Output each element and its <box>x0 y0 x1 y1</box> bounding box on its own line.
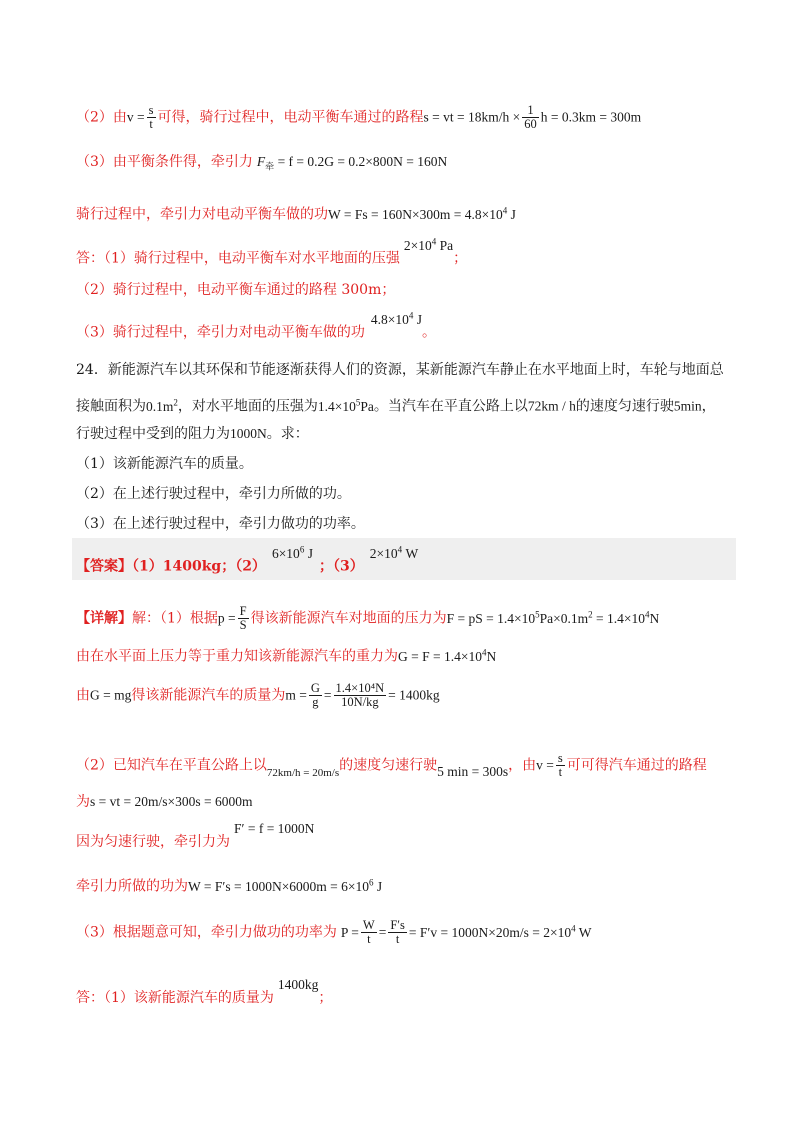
fraction <box>556 752 565 779</box>
denominator: t <box>149 117 153 131</box>
question-24-part-3 <box>76 514 365 534</box>
exponent: 4 <box>644 609 650 619</box>
text: 的速度匀速行驶 <box>575 398 674 415</box>
formula: h = 0.3km = 300m <box>540 109 642 125</box>
fraction <box>361 919 377 946</box>
exponent: 5 <box>535 609 540 619</box>
detail-line-1 <box>76 604 659 632</box>
numerator: F′s <box>390 918 405 932</box>
formula <box>370 546 419 561</box>
unit: J <box>507 206 516 222</box>
question-24-line-3 <box>76 424 309 444</box>
text: 答：（1）该新能源汽车的质量为 <box>76 990 274 1006</box>
answer-tag: 【答案】 <box>76 558 132 575</box>
text: 由 <box>76 687 90 704</box>
detail-line-6 <box>76 821 315 852</box>
text: ，对水平地面的压强为 <box>177 398 318 415</box>
exponent: 4 <box>397 544 403 554</box>
text: 得该新能源汽车对地面的压力为 <box>250 610 447 627</box>
formula-body: = 1.4×10 <box>592 610 645 626</box>
formula-body: F = pS = 1.4×10 <box>446 610 536 626</box>
solution-line-3 <box>76 152 447 177</box>
value: 0.1m <box>146 398 174 414</box>
formula-body: G = F = 1.4×10 <box>398 648 482 664</box>
formula-body: Pa×0.1m <box>539 610 589 626</box>
formula: p = <box>217 610 236 626</box>
question-24-line-1 <box>76 360 724 380</box>
numerator: s <box>148 103 154 117</box>
fraction <box>309 682 322 709</box>
detail-tag: 【详解】 <box>76 610 132 627</box>
text: 可可得汽车通过的路程 <box>566 757 707 774</box>
exponent: 4 <box>431 236 437 246</box>
subscript: 牵 <box>265 161 275 172</box>
formula-body: W = F′s = 1000N×6000m = 6×10 <box>188 878 370 894</box>
formula <box>371 312 422 327</box>
formula <box>272 546 313 561</box>
denominator: 60 <box>524 117 537 131</box>
formula: 1400kg <box>277 977 319 992</box>
formula-body: W = Fs = 160N×300m = 4.8×10 <box>328 206 503 222</box>
solution-line-4 <box>76 200 516 225</box>
answer-line-3 <box>76 310 437 343</box>
text: （3）骑行过程中，牵引力对电动平衡车做的功 <box>76 324 365 341</box>
text: （3）在上述行驶过程中，牵引力做功的功率。 <box>76 516 365 532</box>
symbol: F <box>256 154 266 169</box>
fraction <box>238 605 249 632</box>
formula: v = <box>536 757 554 773</box>
formula: 5min <box>673 398 702 414</box>
text: 得该新能源汽车的质量为 <box>131 687 286 704</box>
exponent: 6 <box>299 544 305 554</box>
denominator: t <box>367 932 371 946</box>
unit: W <box>575 924 592 940</box>
formula-rest: = f = 0.2G = 0.2×800N = 160N <box>274 154 448 169</box>
question-24-line-2 <box>76 392 716 417</box>
denominator: t <box>395 932 400 946</box>
fraction <box>334 682 387 709</box>
answer-line-2 <box>76 280 395 300</box>
detail-line-3: 由G = mg得该新能源汽车的质量为m = $\frac{G}{g}$ = $\frac{\text{1.4×10⁴N}}{10N/kg}$ = 1400kg <box>76 681 440 709</box>
formula-body: = F′v = 1000N×20m/s = 2×10 <box>408 924 572 940</box>
formula <box>256 154 448 172</box>
fraction <box>147 104 156 131</box>
formula: s = vt = 20m/s×300s = 6000m <box>90 794 253 809</box>
text: 接触面积为 <box>76 398 146 415</box>
text: 由在水平面上压力等于重力知该新能源汽车的重力为 <box>76 648 398 665</box>
punct: ； <box>318 990 333 1006</box>
formula <box>447 611 660 626</box>
numerator: 1 <box>522 104 539 118</box>
value: 6×10 <box>271 545 300 561</box>
exponent: 4 <box>502 205 508 215</box>
text: 牵引力所做的功为 <box>76 878 188 895</box>
formula <box>398 649 496 664</box>
denominator: S <box>239 618 247 632</box>
formula: = 1400kg <box>388 687 440 703</box>
formula: G = mg <box>90 687 132 703</box>
formula <box>328 207 516 222</box>
detail-line-2 <box>76 642 496 667</box>
solution-line-2 <box>76 104 641 131</box>
text: （3）由平衡条件得，牵引力 <box>76 154 253 170</box>
text: 。当汽车在平直公路上以 <box>373 398 528 415</box>
value: 1.4×10 <box>317 398 356 414</box>
detail-line-5 <box>76 792 252 812</box>
value: 2×10 <box>369 545 398 561</box>
formula <box>318 399 374 414</box>
text: 可得，骑行过程中，电动平衡车通过的路程 <box>157 109 424 126</box>
exponent: 4 <box>481 647 487 657</box>
exponent: 2 <box>588 609 593 619</box>
unit: N <box>486 648 497 664</box>
value: 4.8×10 <box>370 311 409 327</box>
text: 行驶过程中受到的阻力为 <box>76 426 230 442</box>
denominator: g <box>312 695 319 709</box>
numerator: 1.4×10⁴N <box>335 681 385 695</box>
formula <box>146 399 178 414</box>
unit: J <box>373 878 383 894</box>
unit: Pa <box>436 237 454 253</box>
question-24-part-2 <box>76 484 351 504</box>
value: 2×10 <box>403 237 432 253</box>
numerator: s <box>557 751 563 765</box>
unit: J <box>304 545 313 561</box>
formula: P = <box>340 924 359 940</box>
formula: s = vt = 18km/h × <box>423 109 521 125</box>
detail-line-7 <box>76 872 382 897</box>
text: （2）已知汽车在平直公路上以 <box>76 757 267 774</box>
unit: J <box>413 311 423 327</box>
detail-line-4 <box>76 752 707 779</box>
text: 的速度匀速行驶 <box>339 757 438 774</box>
text: 。求： <box>266 426 309 442</box>
unit: Pa <box>360 398 374 414</box>
exponent: 4 <box>408 310 414 320</box>
formula: 1000N <box>230 426 267 441</box>
text: 骑行过程中，牵引力对电动平衡车做的功 <box>76 206 328 223</box>
text: （1）该新能源汽车的质量。 <box>76 456 253 472</box>
exponent: 6 <box>369 877 374 887</box>
exponent: 2 <box>173 397 178 407</box>
detail-line-8: （3）根据题意可知，牵引力做功的功率为 P = $\frac{W}{t}$ = $\frac{F's}{t}$ = $F'v = 1000N\times 20m/s = 2\times 10^4$ W <box>76 918 592 946</box>
punct: ， <box>701 398 716 415</box>
text: 解：（1）根据 <box>132 610 218 627</box>
detail-answer-line <box>76 977 333 1008</box>
text: （2）由 <box>76 109 127 126</box>
answer-line-1 <box>76 236 468 269</box>
denominator: t <box>558 765 563 779</box>
text: 答：（1）骑行过程中，电动平衡车对水平地面的压强 <box>76 250 400 267</box>
text: （2）骑行过程中，电动平衡车通过的路程 300m； <box>76 282 396 298</box>
unit: N <box>649 610 660 626</box>
formula <box>409 925 592 940</box>
numerator: G <box>310 681 320 695</box>
unit: W <box>402 545 419 561</box>
formula: 72km/h = 20m/s <box>266 766 340 779</box>
text: 24．新能源汽车以其环保和节能逐渐获得人们的资源，某新能源汽车静止在水平地面上时，车轮与地面总 <box>76 362 724 378</box>
exponent: 5 <box>355 397 361 407</box>
formula <box>188 879 382 894</box>
text: 为 <box>76 794 90 810</box>
text: （2）在上述行驶过程中，牵引力所做的功。 <box>76 486 351 502</box>
text: （1）1400kg；（2） <box>132 558 266 575</box>
numerator: F <box>239 604 247 618</box>
formula: 72km / h <box>527 398 576 414</box>
fraction <box>522 104 539 131</box>
punct: 。 <box>422 324 437 341</box>
fraction <box>388 919 407 946</box>
answer-line <box>76 544 419 577</box>
numerator: W <box>362 918 375 932</box>
text: ；（3） <box>318 558 364 575</box>
exponent: 4 <box>571 923 576 933</box>
formula: 5 min = 300s <box>437 763 509 779</box>
denominator: 10N/kg <box>341 695 379 709</box>
formula <box>404 238 453 253</box>
formula: v = <box>126 109 145 125</box>
text: 因为匀速行驶，牵引力为 <box>76 834 230 850</box>
formula: F′ = f = 1000N <box>234 821 315 836</box>
formula: m = <box>285 687 307 703</box>
text: （3）根据题意可知，牵引力做功的功率为 <box>76 924 337 941</box>
punct: ； <box>453 250 468 267</box>
question-24-part-1 <box>76 454 253 474</box>
text: ，由 <box>508 757 537 774</box>
